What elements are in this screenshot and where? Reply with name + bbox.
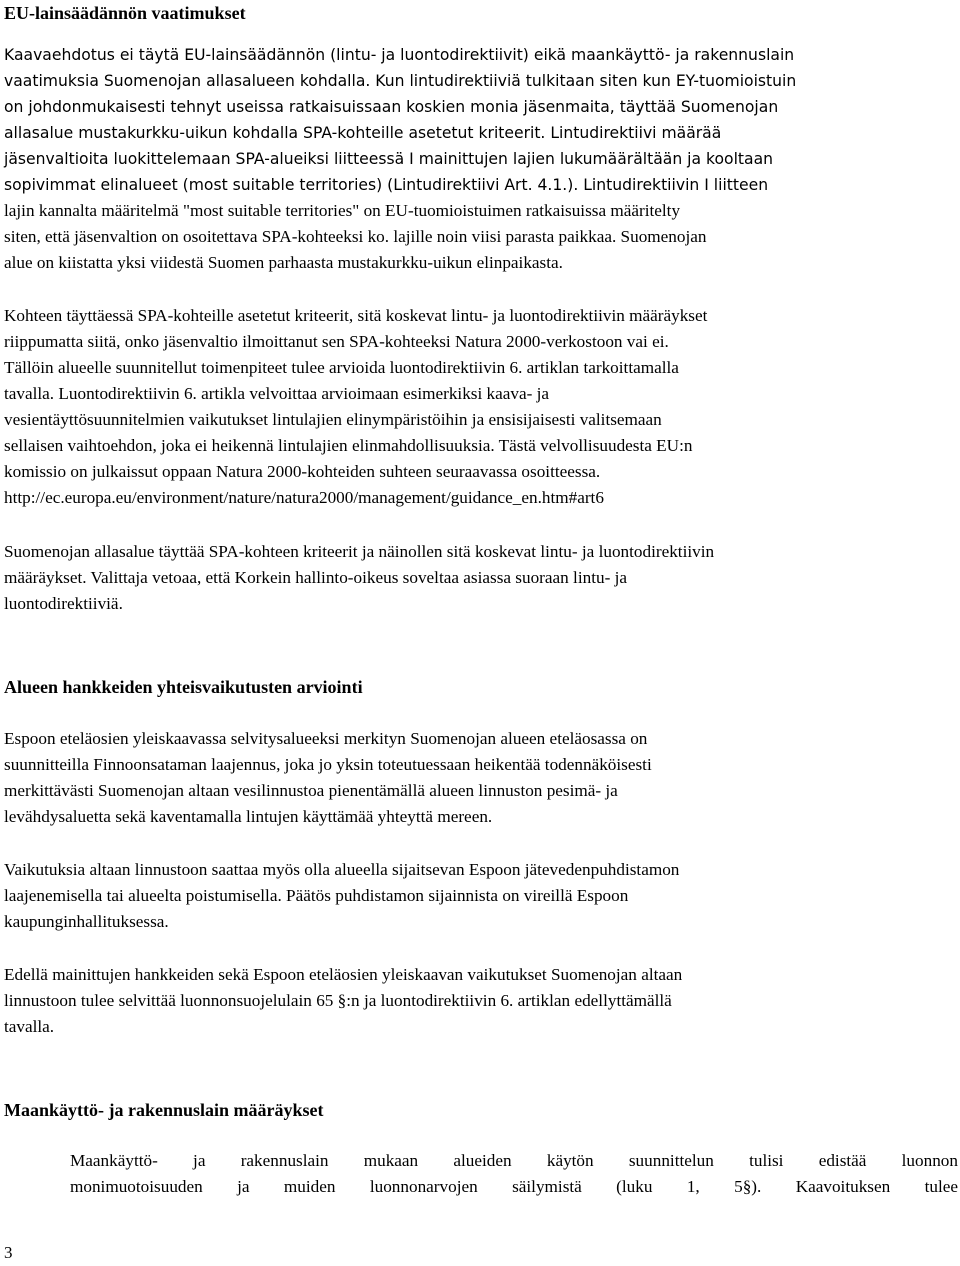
body-line: Suomenojan allasalue täyttää SPA-kohteen kriteerit ja näinollen sitä koskevat lintu- ja luontodirektiivin bbox=[4, 542, 715, 561]
justified-body-line: Maankäyttö- ja rakennuslain mukaan alueiden käytön suunnittelun tulisi edistää luonnon bbox=[70, 1151, 958, 1170]
body-line: Espoon eteläosien yleiskaavassa selvitysalueeksi merkityn Suomenojan alueen eteläosassa on bbox=[4, 729, 648, 748]
body-line: allasalue mustakurkku-uikun kohdalla SPA-kohteille asetetut kriteerit. Lintudirektiivi määrää bbox=[4, 124, 722, 142]
body-line: on johdonmukaisesti tehnyt useissa ratkaisuissaan koskien monia jäsenmaita, täyttää Suomenojan bbox=[4, 98, 779, 116]
url-line: http://ec.europa.eu/environment/nature/natura2000/management/guidance_en.htm#art6 bbox=[4, 488, 604, 507]
body-line: tavalla. bbox=[4, 1017, 55, 1036]
body-line: määräykset. Valittaja vetoaa, että Korkein hallinto-oikeus soveltaa asiassa suoraan lintu- ja bbox=[4, 568, 627, 587]
body-line: luontodirektiiviä. bbox=[4, 594, 123, 613]
section-heading-eu-legislation: EU-lainsäädännön vaatimukset bbox=[4, 3, 246, 23]
page-number: 3 bbox=[4, 1243, 13, 1262]
body-line: sopivimmat elinalueet (most suitable territories) (Lintudirektiivi Art. 4.1.). Lintudirektiivin I liitteen bbox=[4, 176, 769, 194]
body-line: laajenemisella tai alueelta poistumisella. Päätös puhdistamon sijainnista on vireillä Espoon bbox=[4, 886, 629, 905]
body-line: riippumatta siitä, onko jäsenvaltio ilmoittanut sen SPA-kohteeksi Natura 2000-verkostoon vai ei. bbox=[4, 332, 669, 351]
body-line: Tällöin alueelle suunnitellut toimenpiteet tulee arvioida luontodirektiivin 6. artiklan tarkoittamalla bbox=[4, 358, 679, 377]
justified-body-line: monimuotoisuuden ja muiden luonnonarvojen säilymistä (luku 1, 5§). Kaavoituksen tulee bbox=[70, 1177, 958, 1196]
section-heading-land-use-act: Maankäyttö- ja rakennuslain määräykset bbox=[4, 1100, 324, 1120]
section-heading-cumulative-effects: Alueen hankkeiden yhteisvaikutusten arviointi bbox=[4, 677, 363, 697]
body-line: linnustoon tulee selvittää luonnonsuojelulain 65 §:n ja luontodirektiivin 6. artiklan edellyttämällä bbox=[4, 991, 672, 1010]
body-line: jäsenvaltioita luokittelemaan SPA-alueiksi liitteessä I mainittujen lajien lukumäärältään ja kooltaan bbox=[4, 150, 774, 168]
body-line: Kaavaehdotus ei täytä EU-lainsäädännön (lintu- ja luontodirektiivit) eikä maankäyttö- ja rakennuslain bbox=[4, 46, 795, 64]
body-line: siten, että jäsenvaltion on osoitettava SPA-kohteeksi ko. lajille noin viisi parasta paikkaa. Suomenojan bbox=[4, 227, 707, 246]
body-line: levähdysaluetta sekä kaventamalla lintujen käyttämää yhteyttä mereen. bbox=[4, 807, 493, 826]
body-line: Edellä mainittujen hankkeiden sekä Espoon eteläosien yleiskaavan vaikutukset Suomenojan altaan bbox=[4, 965, 683, 984]
body-line: tavalla. Luontodirektiivin 6. artikla velvoittaa arvioimaan esimerkiksi kaava- ja bbox=[4, 384, 550, 403]
body-line: Vaikutuksia altaan linnustoon saattaa myös olla alueella sijaitsevan Espoon jätevedenpuhdistamon bbox=[4, 860, 680, 879]
body-line: lajin kannalta määritelmä "most suitable territories" on EU-tuomioistuimen ratkaisuissa määritelty bbox=[4, 201, 681, 220]
body-line: alue on kiistatta yksi viidestä Suomen parhaasta mustakurkku-uikun elinpaikasta. bbox=[4, 253, 563, 272]
body-line: vesientäyttösuunnitelmien vaikutukset lintulajien elinympäristöihin ja ensisijaisesti valitsemaan bbox=[4, 410, 662, 429]
body-line: Kohteen täyttäessä SPA-kohteille asetetut kriteerit, sitä koskevat lintu- ja luontodirektiivin määräykset bbox=[4, 306, 708, 325]
body-line: vaatimuksia Suomenojan allasalueen kohdalla. Kun lintudirektiiviä tulkitaan siten kun EY-tuomioistuin bbox=[4, 72, 797, 90]
body-line: merkittävästi Suomenojan altaan vesilinnustoa pienentämällä alueen linnuston pesimä- ja bbox=[4, 781, 618, 800]
body-line: kaupunginhallituksessa. bbox=[4, 912, 169, 931]
body-line: komissio on julkaissut oppaan Natura 2000-kohteiden suhteen seuraavassa osoitteessa. bbox=[4, 462, 601, 481]
body-line: suunnitteilla Finnoonsataman laajennus, joka jo yksin toteutuessaan heikentää todennäköisesti bbox=[4, 755, 652, 774]
body-line: sellaisen vaihtoehdon, joka ei heikennä lintulajien elinmahdollisuuksia. Tästä velvollisuudesta EU:n bbox=[4, 436, 693, 455]
